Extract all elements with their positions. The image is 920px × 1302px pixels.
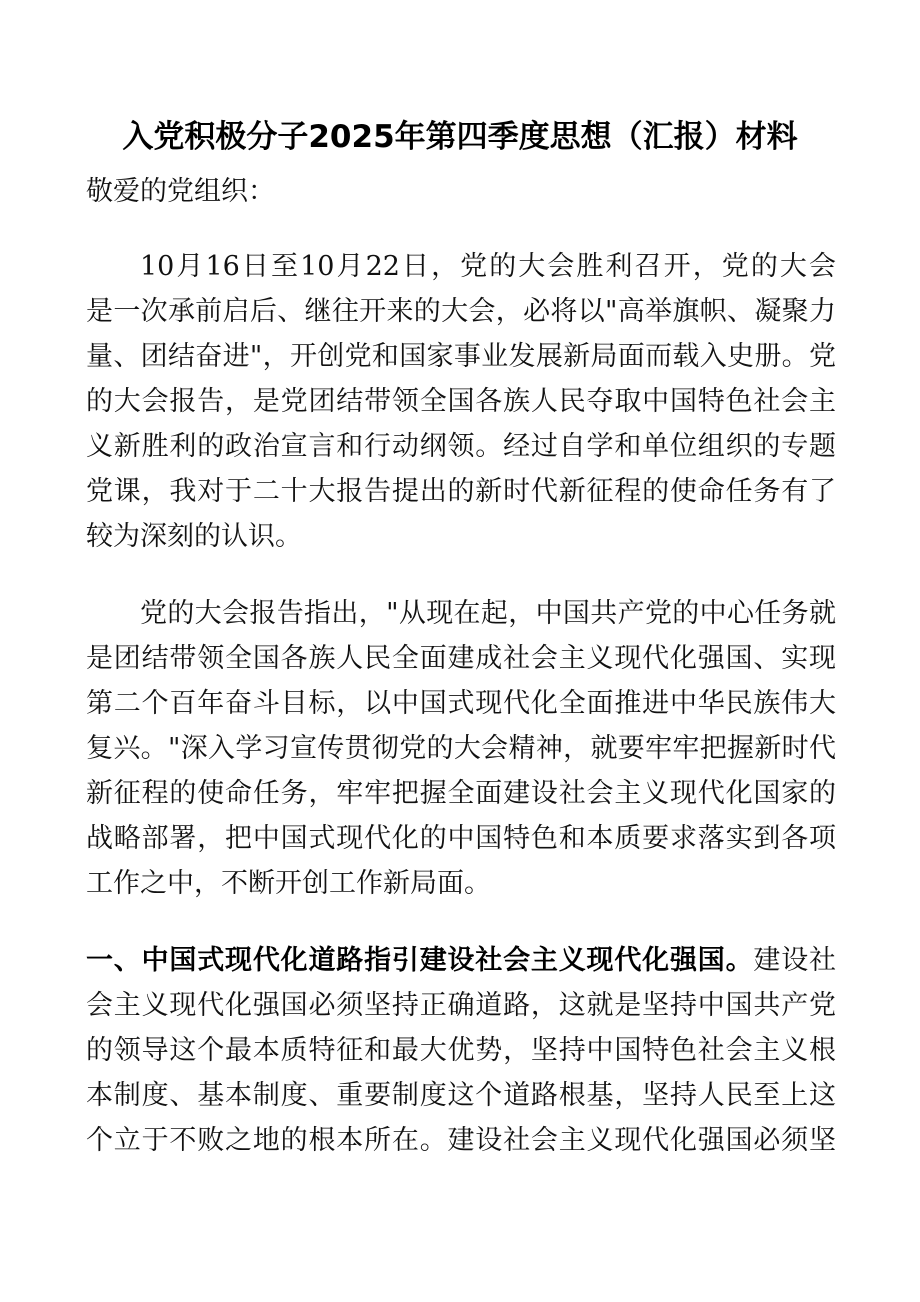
paragraph-line: 第二个百年奋斗目标，以中国式现代化全面推进中华民族伟大: [86, 688, 836, 719]
document-title: 入党积极分子2025年第四季度思想（汇报）材料: [122, 119, 798, 155]
paragraph-line: 复兴。"深入学习宣传贯彻党的大会精神，就要牢牢把握新时代: [86, 733, 836, 764]
paragraph-line: 的大会报告，是党团结带领全国各族人民夺取中国特色社会主: [86, 386, 836, 417]
paragraph-line: 个立于不败之地的根本所在。建设社会主义现代化强国必须坚: [86, 1125, 836, 1156]
paragraph-line: 新征程的使命任务，牢牢把握全面建设社会主义现代化国家的: [86, 778, 836, 809]
paragraph-line: 是团结带领全国各族人民全面建成社会主义现代化强国、实现: [86, 643, 836, 674]
paragraph-line-rest: 建设社: [753, 945, 837, 976]
paragraph-line: 的领导这个最本质特征和最大优势，坚持中国特色社会主义根: [86, 1035, 836, 1066]
paragraph-line: 工作之中，不断开创工作新局面。: [86, 868, 491, 899]
salutation: 敬爱的党组织：: [86, 176, 275, 207]
paragraph-line: 义新胜利的政治宣言和行动纲领。经过自学和单位组织的专题: [86, 431, 836, 462]
paragraph-line: 本制度、基本制度、重要制度这个道路根基，坚持人民至上这: [86, 1080, 836, 1111]
paragraph-line: 量、团结奋进"，开创党和国家事业发展新局面而载入史册。党: [86, 341, 836, 372]
paragraph-line: 战略部署，把中国式现代化的中国特色和本质要求落实到各项: [86, 823, 836, 854]
paragraph-line: 会主义现代化强国必须坚持正确道路，这就是坚持中国共产党: [86, 990, 836, 1021]
paragraph-line: 党课，我对于二十大报告提出的新时代新征程的使命任务有了: [86, 476, 836, 507]
paragraph-first-line: [86, 939, 836, 983]
paragraph-line: 是一次承前启后、继往开来的大会，必将以"高举旗帜、凝聚力: [86, 296, 836, 327]
paragraph-line: 10月16日至10月22日，党的大会胜利召开，党的大会: [140, 251, 836, 282]
paragraph-line: 党的大会报告指出，"从现在起，中国共产党的中心任务就: [140, 598, 836, 629]
section-heading: 一、中国式现代化道路指引建设社会主义现代化强国。: [86, 945, 754, 976]
paragraph-line: 较为深刻的认识。: [86, 521, 302, 552]
